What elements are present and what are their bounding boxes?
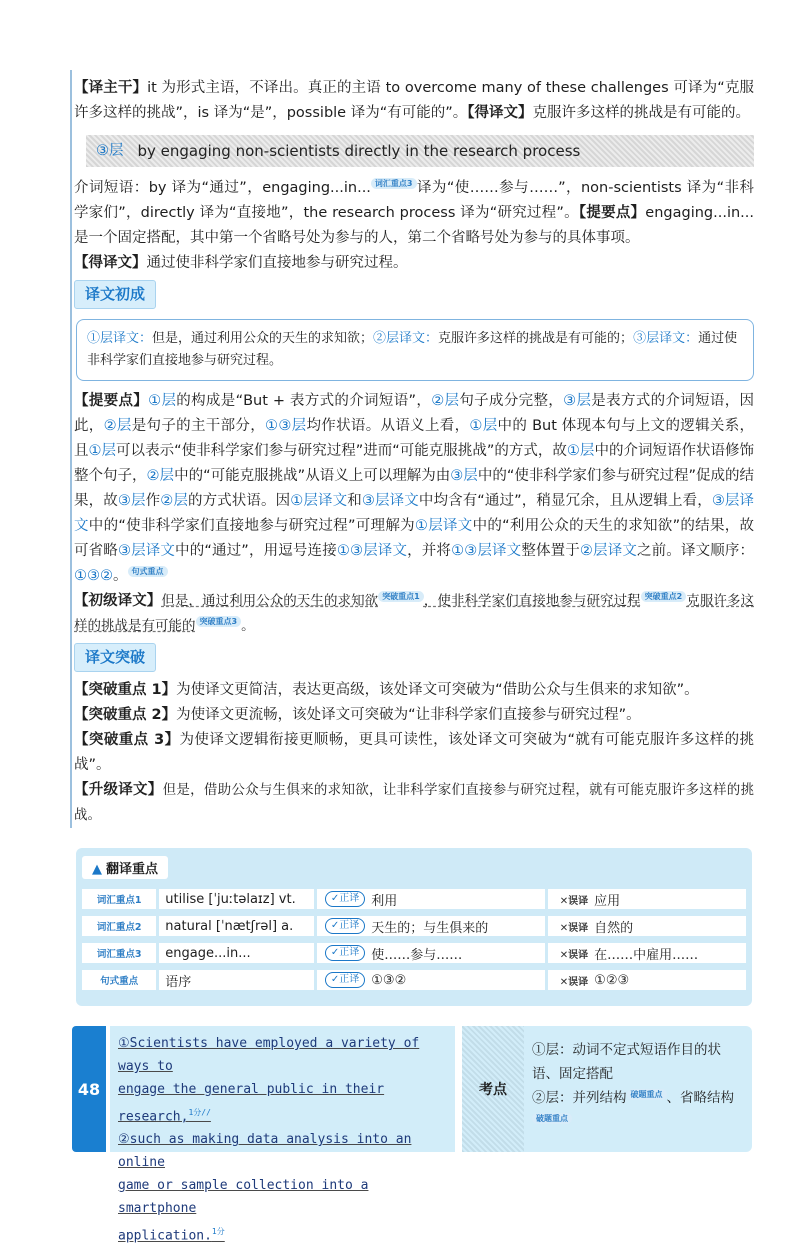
advanced-translation [74,778,754,828]
wrong-text: 在……中雇用…… [594,947,699,963]
right-cell [317,943,545,963]
break-tag-2: 突破重点2 [641,591,687,602]
ref: ①层 [469,418,498,434]
word-cell: natural [ˈnætʃrəl] a. [159,916,314,936]
ref: ①层 [148,393,177,409]
txt: 中的“利用公众的天生的求知欲”的结果，故可省略 [74,518,755,559]
exam-point-1: ①层：动词不定式短语作目的状语、固定搭配 [532,1042,721,1082]
right-cell [317,889,545,909]
txt: 是句子的主干部分， [131,418,266,434]
sentence-line: ②such as making data analysis into an online [118,1132,412,1171]
category-cell: 词汇重点2 [82,916,156,936]
breakthrough-1 [74,678,754,703]
text-main-clause: it 为形式主语，不译出。真正的主语 to overcome many of these challenges 可译为“克服许多这样的挑战”，is 译为“是”，possible 译为“有可能的”。 [74,80,754,121]
txt: 是表方式的介词短语，因此， [74,393,755,434]
check-icon: ✓正译 [325,945,365,961]
word-cell: 语序 [159,970,314,990]
paragraph-basic-translation [74,589,754,639]
ref: ②层 [431,393,460,409]
table-row [82,915,746,937]
next-sentence-box [110,1026,455,1244]
txt: 中均含有“通过”，稍显冗余，且从逻辑上看， [418,493,712,509]
main-content [74,76,754,828]
score-mark: 1分// [188,1108,211,1117]
right-text: 利用 [371,893,398,909]
right-text: ①③② [371,972,407,988]
exam-points-label: 考点 [462,1026,524,1152]
exam-point-2 [532,1086,742,1134]
wrong-text: 自然的 [594,920,634,936]
txt: 作 [145,493,161,509]
category-cell: 句式重点 [82,970,156,990]
sentence-text: application. [118,1228,212,1244]
layer3-text-cn: 通过使非科学家们直接地参与研究过程。 [87,331,738,368]
ref: ②层 [146,468,175,484]
wrong-text: ①②③ [594,972,630,988]
check-icon: ✓正译 [325,918,365,934]
score-mark: 1分 [211,1227,225,1237]
exam-tag: 破题重点 [627,1089,667,1100]
table-row [82,942,746,964]
wrong-cell [548,970,746,990]
ng-label: 误译 [568,895,589,907]
ref: ①层译文 [290,493,348,509]
layer2-text: 克服许多这样的挑战是有可能的； [438,331,634,346]
sentence-line: ①Scientists have employed a variety of ways to [118,1036,420,1074]
exam-point-text: ②层：并列结构 [532,1090,627,1106]
ref: ①③② [74,568,113,584]
wrong-cell [548,943,746,963]
sentence-line [118,1220,449,1247]
layer3-number: ③层 [96,142,124,159]
txt: 整体置于 [521,543,580,559]
ng-label: 误译 [568,949,589,961]
txt: 的构成是“But + 表方式的介词短语”， [176,393,432,409]
category-cell: 词汇重点3 [82,943,156,963]
breakthrough-text: 为使译文逻辑衔接更顺畅，更具可读性，该处译文可突破为“就有可能克服许多这样的挑战”。 [74,732,755,773]
ref: ①③层译文 [336,543,408,559]
basic-part-a: 但是，通过利用公众的天生的求知欲 [161,593,379,609]
advanced-text: 但是，借助公众与生俱来的求知欲，让非科学家们直接参与研究过程，就有可能克服许多这样的挑战。 [74,782,754,823]
table-row [82,888,746,910]
cross-icon: ✕误译 [559,976,589,988]
ref: ③层译文 [117,543,176,559]
tag-main-clause: 【译主干】 [74,80,148,96]
ref: ①层译文 [414,518,473,534]
sentence-tag: 句式重点 [128,566,168,577]
txt: 中的“可能克服挑战”从语义上可以理解为由 [174,468,451,484]
ref: ③层译文 [74,493,755,534]
tag-get-translation-2: 【得译文】 [74,255,147,271]
tag-key-point: 【提要点】 [578,205,646,221]
ok-label: 正译 [339,893,360,904]
txt: 和 [347,493,362,509]
right-cell [317,970,545,990]
breakthrough-tag: 【突破重点 3】 [74,732,180,748]
advanced-tag: 【升级译文】 [74,782,163,798]
txt: 中的“使非科学家们参与研究过程”促成的结果，故 [74,468,755,509]
breakthrough-text: 为使译文更流畅，该处译文可突破为“让非科学家们直接参与研究过程”。 [176,707,641,723]
breakthrough-tag: 【突破重点 1】 [74,682,177,698]
break-tag-1: 突破重点1 [378,591,424,602]
right-cell [317,916,545,936]
breakthrough-text: 为使译文更简洁，表达更高级，该处译文可突破为“借助公众与生俱来的求知欲”。 [176,682,699,698]
right-text: 天生的；与生俱来的 [371,920,489,936]
layer1-label: ①层译文： [87,331,153,346]
section-translation-breakthrough: 译文突破 [74,643,156,672]
paragraph-prep-phrase [74,176,754,276]
table-row [82,969,746,991]
txt: 中的 But 体现本句与上文的逻辑关系，且 [74,418,755,459]
txt: 中的“通过”，用逗号连接 [175,543,337,559]
ref: ③层 [563,393,592,409]
ok-label: 正译 [339,947,360,958]
page-number: 48 [72,1026,106,1152]
panel-header [82,856,168,879]
ref: ③层 [117,493,146,509]
text-d: 通过使非科学家们直接地参与研究过程。 [146,255,408,271]
warning-icon: ▲ [92,862,102,877]
break-tag-3: 突破重点3 [196,616,242,627]
word-cell: utilise [ˈjuːtəlaɪz] vt. [159,889,314,909]
layer3-bar [86,135,754,167]
cross-icon: ✕误译 [559,895,589,907]
right-text: 使……参与…… [371,947,463,963]
category-cell: 词汇重点1 [82,889,156,909]
cross-icon: ✕误译 [559,922,589,934]
breakthrough-3 [74,728,754,778]
ref: ③层译文 [361,493,419,509]
paragraph-main-clause [74,76,754,126]
sentence-line [118,1078,449,1128]
layer3-label: ③层译文： [633,331,699,346]
basic-end: 。 [241,618,255,634]
txt: 的方式状语。因 [187,493,291,509]
text-b: 译为“使……参与……”，non-scientists 译为“非科学家们”，directly 译为“直接地”，the research process 译为“研究过程”。 [74,180,754,221]
wrong-cell [548,916,746,936]
exam-point-text: 、省略结构 [666,1090,734,1106]
ref: ①层 [88,443,117,459]
ref: ①③层 [265,418,307,434]
ref: ②层 [160,493,188,509]
word-cell: engage...in... [159,943,314,963]
ref: ①③层译文 [451,543,522,559]
layer2-label: ②层译文： [373,331,439,346]
section-initial-translation: 译文初成 [74,280,156,309]
tag-get-translation: 【得译文】 [467,105,533,121]
breakthrough-2 [74,703,754,728]
vocab-tag: 词汇重点3 [371,178,417,189]
txt: 句子成分完整， [459,393,564,409]
ok-label: 正译 [339,920,360,931]
ref: ②层 [103,418,132,434]
panel-title: 翻译重点 [106,862,159,877]
sentence-text: engage the general public in their research, [118,1082,385,1125]
exam-points-box [462,1026,752,1152]
txt: 中的介词短语作状语修饰整个句子， [74,443,755,484]
ng-label: 误译 [568,976,589,988]
basic-part-c: 克服许多这样的挑战是有可能的 [74,593,755,634]
wrong-cell [548,889,746,909]
ref: ①层 [566,443,595,459]
paragraph-key-points [74,389,754,589]
initial-translation-box [76,319,754,381]
check-icon: ✓正译 [325,972,365,988]
txt: 中的“使非科学家们直接地参与研究过程”可理解为 [88,518,415,534]
txt: ，并将 [407,543,452,559]
sentence-line: game or sample collection into a smartphone [118,1178,369,1217]
text-get-translation: 克服许多这样的挑战是有可能的。 [532,105,750,121]
wrong-text: 应用 [594,893,621,909]
txt: 可以表示“使非科学家们参与研究过程”进而“可能克服挑战”的方式，故 [116,443,567,459]
text-c: engaging...in... 是一个固定搭配，其中第一个省略号处为参与的人，第二个省略号处为参与的具体事项。 [74,205,754,246]
txt: 均作状语。从语义上看， [306,418,470,434]
ok-label: 正译 [339,974,360,985]
ng-label: 误译 [568,922,589,934]
exam-points-body [532,1038,742,1134]
cross-icon: ✕误译 [559,949,589,961]
txt: 之前。译文顺序： [637,543,755,559]
tag-key-points: 【提要点】 [74,393,149,409]
layer1-text: 但是，通过利用公众的天生的求知欲； [152,331,374,346]
translation-key-points-panel [76,848,752,1006]
basic-part-b: ，使非科学家们直接地参与研究过程 [423,593,641,609]
txt: 。 [113,568,128,584]
exam-tag: 破题重点 [532,1113,572,1124]
layer3-text: by engaging non-scientists directly in the research process [137,141,581,160]
left-margin-line [70,70,72,828]
ref: ②层译文 [579,543,637,559]
tag-basic: 【初级译文】 [74,593,162,609]
check-icon: ✓正译 [325,891,365,907]
breakthrough-tag: 【突破重点 2】 [74,707,177,723]
ref: ③层 [450,468,478,484]
text-a: 介词短语：by 译为“通过”，engaging...in... [74,180,371,196]
key-points-table [82,888,746,996]
